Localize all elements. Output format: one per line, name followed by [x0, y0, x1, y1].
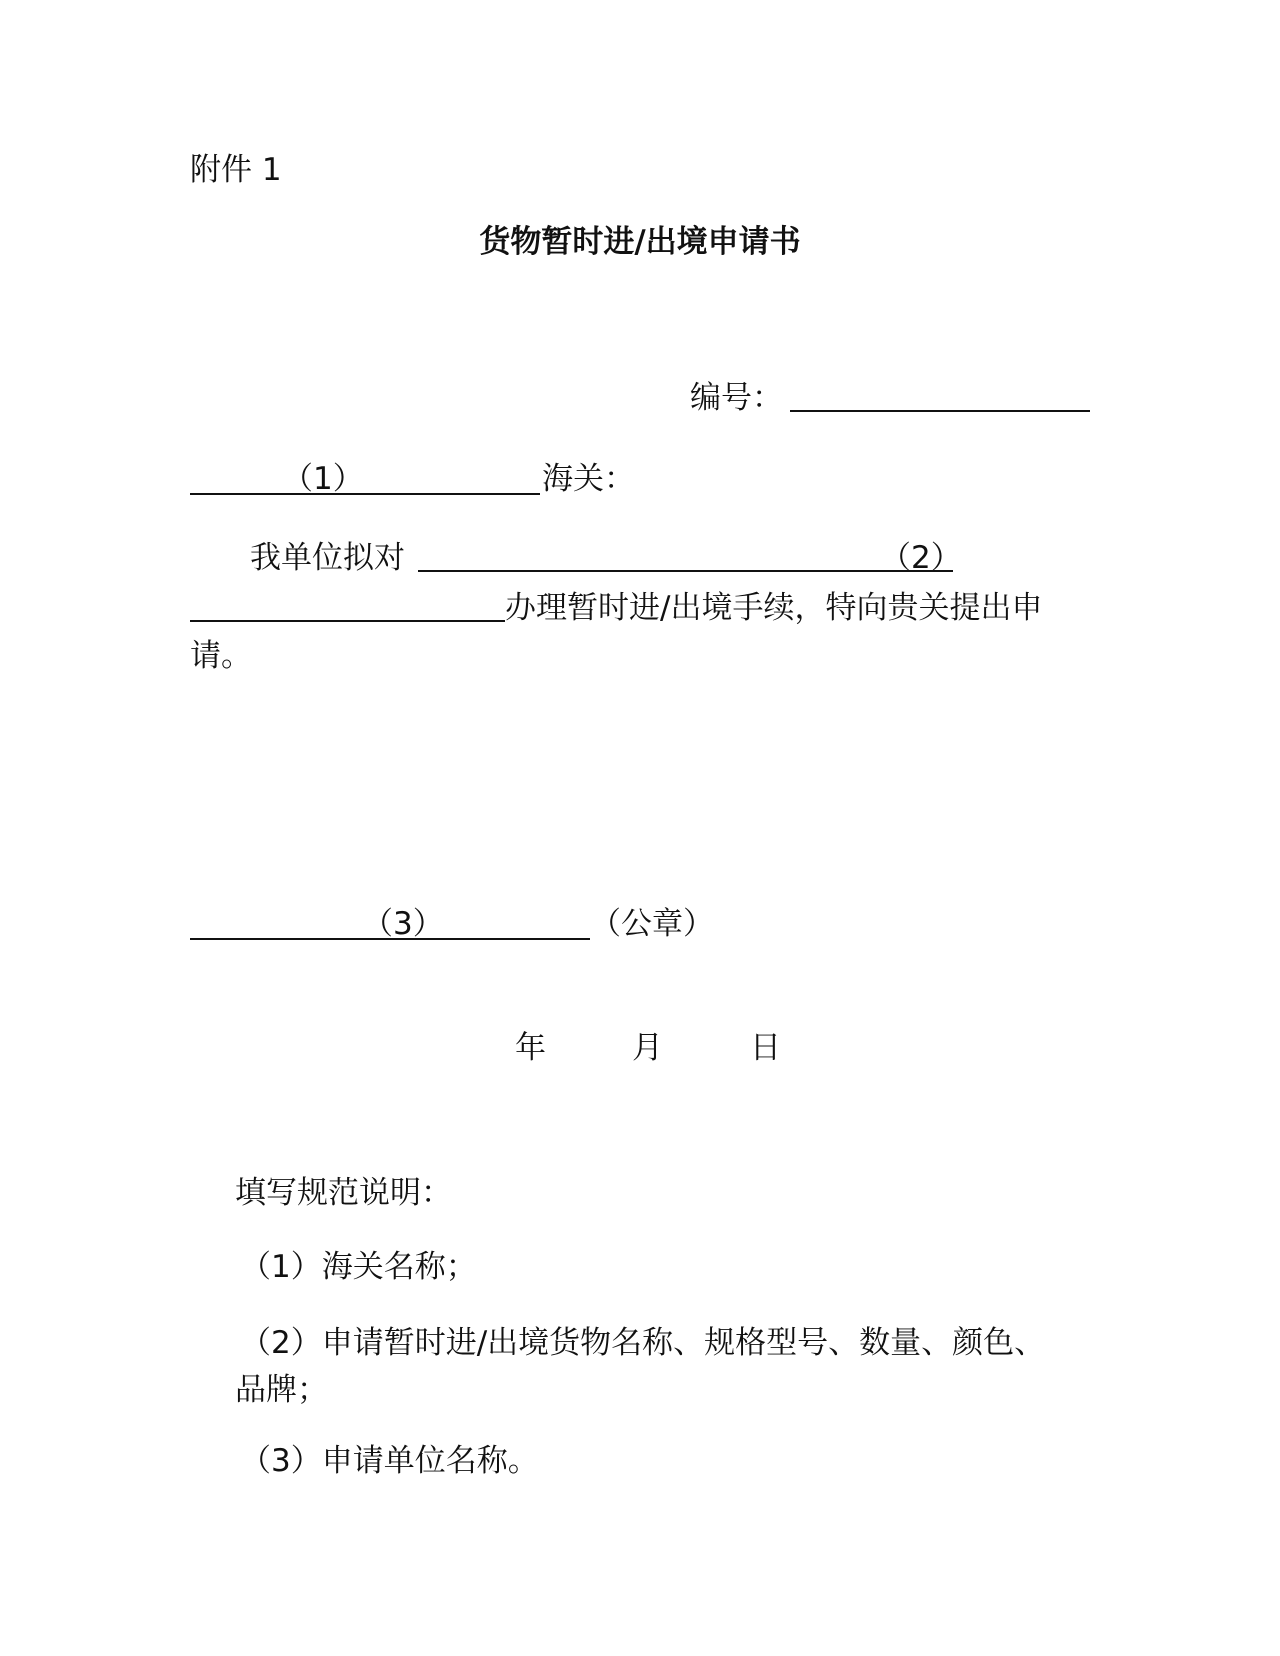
instruction-item-3: （3）申请单位名称。 [240, 1443, 539, 1479]
instruction-item-1: （1）海关名称； [240, 1249, 477, 1285]
instruction-item-2-wrap: 品牌； [235, 1372, 328, 1408]
customs-suffix: 海关： [542, 461, 635, 497]
customs-name-line[interactable] [190, 493, 540, 495]
page-title: 货物暂时进/出境申请书 [479, 224, 801, 260]
goods-line-1[interactable] [418, 570, 953, 572]
applicant-marker: （3） [362, 906, 444, 942]
number-label: 编号： [690, 380, 783, 416]
goods-line-2[interactable] [190, 620, 505, 622]
body-wrap: 请。 [190, 638, 252, 674]
body-continuation: 办理暂时进/出境手续，特向贵关提出申 [505, 590, 1043, 626]
number-field-line[interactable] [790, 410, 1090, 412]
instructions-heading: 填写规范说明： [235, 1175, 452, 1211]
date-month: 月 [632, 1030, 663, 1066]
date-year: 年 [515, 1030, 546, 1066]
instruction-item-2: （2）申请暂时进/出境货物名称、规格型号、数量、颜色、 [240, 1325, 1046, 1361]
date-day: 日 [750, 1030, 781, 1066]
body-intro: 我单位拟对 [250, 540, 405, 576]
seal-label: （公章） [590, 906, 714, 942]
goods-marker: （2） [880, 540, 962, 576]
attachment-label: 附件 1 [190, 152, 282, 188]
customs-marker: （1） [282, 461, 364, 497]
